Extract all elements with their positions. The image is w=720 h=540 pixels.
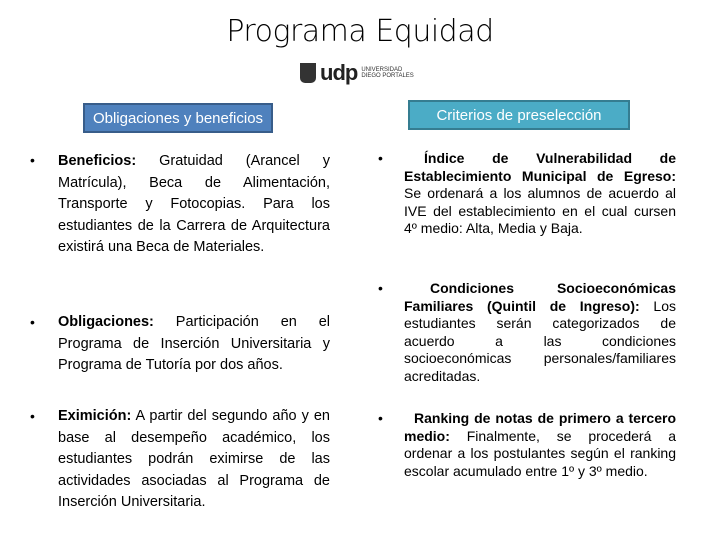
list-item (404, 150, 676, 238)
udp-logo (300, 60, 414, 86)
list-item (404, 280, 676, 385)
left-header: Obligaciones y beneficios (83, 103, 273, 133)
list-item (58, 406, 330, 514)
logo-mark: udp (320, 60, 358, 85)
item-label: Eximición: (58, 408, 132, 424)
bullet: • (30, 314, 35, 330)
item-text: Finalmente, se procederá a ordenar a los postulantes según el ranking escolar acumulado entre 1º y 3º medio. (404, 427, 676, 479)
bullet: • (30, 152, 35, 168)
page-title: Programa Equidad (226, 14, 494, 49)
item-label: Beneficios: (58, 153, 137, 169)
list-item (58, 151, 330, 259)
bullet: • (378, 150, 383, 166)
shield-icon (300, 63, 316, 83)
right-header: Criterios de preselección (408, 100, 630, 130)
item-text: Participación en el Programa de Inserción Universitaria y Programa de Tutoría por dos años. (58, 314, 330, 373)
item-label: Índice de Vulnerabilidad de Establecimiento Municipal de Egreso: (404, 150, 676, 184)
bullet: • (378, 280, 383, 296)
logo-text-2: DIEGO PORTALES (361, 73, 414, 79)
item-label: Ranking de notas de primero a tercero medio: (404, 410, 676, 444)
item-text: Los estudiantes serán categorizados de acuerdo a las condiciones socioeconómicas personales/familiares acreditadas. (404, 297, 676, 384)
logo-text-1: UNIVERSIDAD (361, 67, 403, 73)
list-item (404, 410, 676, 480)
bullet: • (30, 408, 35, 424)
item-text: Gratuidad (Arancel y Matrícula), Beca de Alimentación, Transporte y Fotocopias. Para los estudiantes de la Carrera de Arquitectura existirá una Beca de Materiales. (58, 153, 330, 255)
list-item (58, 312, 330, 377)
item-label: Obligaciones: (58, 314, 154, 330)
item-text: A partir del segundo año y en base al desempeño académico, los estudiantes podrán eximirse de las actividades asociadas al Programa de Inserción Universitaria. (58, 408, 330, 510)
item-label: Condiciones Socioeconómicas Familiares (Quintil de Ingreso): (404, 280, 676, 314)
item-text: Se ordenará a los alumnos de acuerdo al IVE del establecimiento en el cual cursen 4º medio: Alta, Media y Baja. (404, 185, 676, 236)
bullet: • (378, 410, 383, 426)
